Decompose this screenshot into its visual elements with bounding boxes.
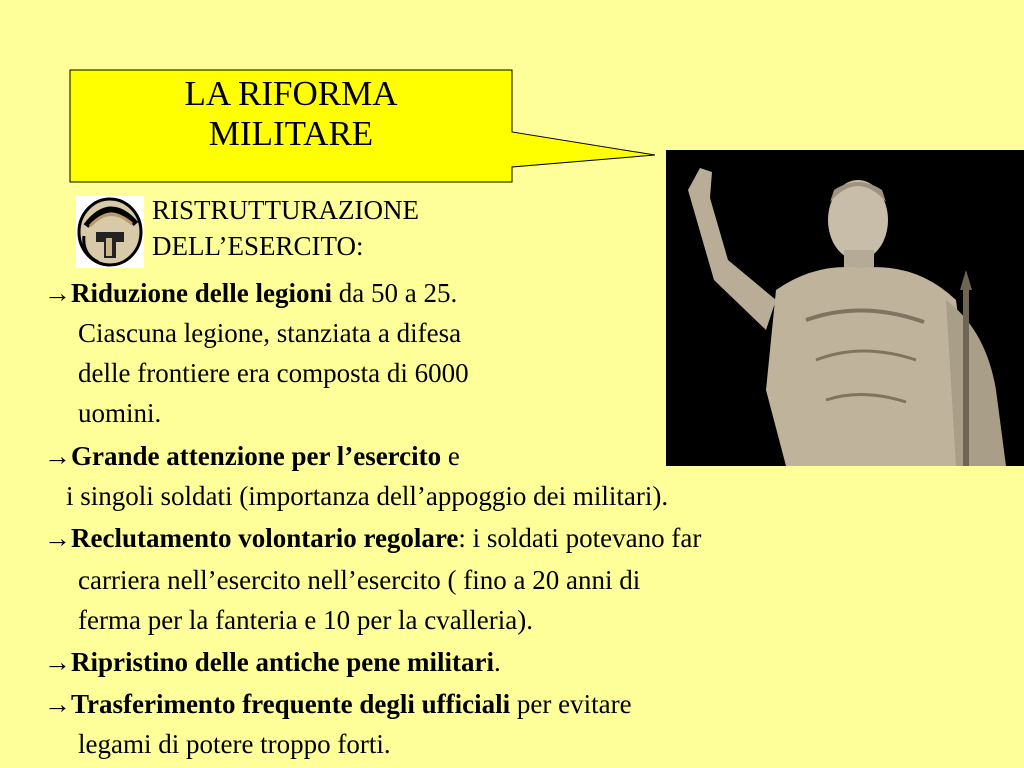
point-2-bold: Grande attenzione per l’esercito — [71, 441, 442, 471]
point-1-cont: uomini. — [78, 398, 162, 428]
point-4-rest: . — [493, 647, 501, 677]
arrow-icon: → — [44, 647, 71, 677]
arrow-icon: → — [44, 689, 71, 719]
point-2-line — [44, 436, 460, 476]
point-1-line — [44, 273, 457, 313]
roman-helmet-icon — [76, 196, 144, 268]
point-5-line — [44, 684, 632, 724]
slide-title-line2: MILITARE — [208, 114, 374, 153]
point-4-line — [44, 642, 501, 682]
point-1-bold: Riduzione delle legioni — [71, 278, 333, 308]
section-heading-line2: DELL’ESERCITO: — [152, 231, 364, 261]
point-3-line — [44, 518, 701, 558]
point-3-rest: : i soldati potevano far — [458, 523, 702, 553]
slide-title-line1: LA RIFORMA — [184, 74, 398, 113]
point-5-rest: per evitare — [510, 689, 632, 719]
arrow-icon: → — [44, 278, 71, 308]
point-1-rest: da 50 a 25. — [332, 278, 458, 308]
arrow-icon: → — [44, 523, 71, 553]
point-1-cont: Ciascuna legione, stanziata a difesa — [78, 318, 462, 348]
point-3-cont: ferma per la fanteria e 10 per la cvalleria). — [78, 605, 533, 635]
point-5-bold: Trasferimento frequente degli ufficiali — [71, 689, 511, 719]
point-2-rest: e — [441, 441, 460, 471]
point-4-bold: Ripristino delle antiche pene militari — [71, 647, 494, 677]
slide-title — [70, 74, 512, 154]
point-1-cont: delle frontiere era composta di 6000 — [78, 358, 469, 388]
point-2-cont: i singoli soldati (importanza dell’appoggio dei militari). — [66, 481, 669, 511]
augustus-statue-image — [666, 150, 1024, 466]
point-5-cont: legami di potere troppo forti. — [78, 729, 391, 759]
section-heading — [152, 192, 419, 264]
section-heading-line1: RISTRUTTURAZIONE — [152, 195, 419, 225]
point-3-cont: carriera nell’esercito nell’esercito ( fino a 20 anni di — [78, 565, 641, 595]
point-3-bold: Reclutamento volontario regolare — [71, 523, 459, 553]
arrow-icon: → — [44, 441, 71, 471]
